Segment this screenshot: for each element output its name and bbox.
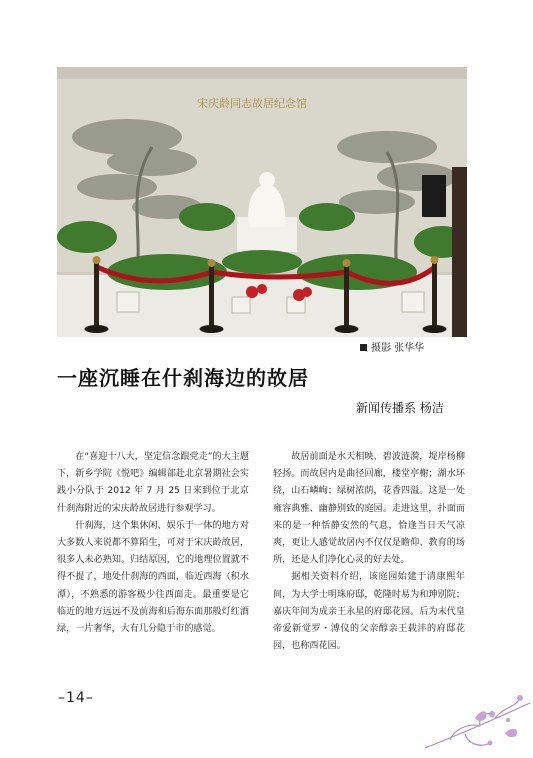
wall-inscription: 宋庆龄同志故居纪念馆 — [197, 97, 307, 110]
body-column-right — [273, 449, 465, 655]
paragraph: 据相关资料介绍，该庭园始建于清康熙年间，为大学士明珠府邸，乾隆时易为和珅别院；嘉庆年间为成亲王永星的府邸花园。后为末代皇帝爱新觉罗・溥仪的父亲醇亲王载沣的府邸花园，也称西花园。 — [273, 572, 465, 652]
photo-credit-text: 摄影 张华华 — [371, 343, 425, 354]
photo-credit — [360, 339, 424, 354]
memorial-hall-photo — [57, 67, 467, 337]
article-title: 一座沉睡在什刹海边的故居 — [57, 366, 309, 390]
paragraph: 在“喜迎十八大，坚定信念跟党走”的大主题下，新乡学院《悦吧》编辑部赴北京暑期社会实践小分队于 2012 年 7 月 25 日来到位于北京什刹海附近的宋庆龄故居进行参观学习。 — [57, 452, 249, 514]
paragraph: 什刹海，这个集休闲、娱乐于一体的地方对大多数人来说都不算陌生，可对于宋庆龄故居，很多人未必熟知。归结原因，它的地理位置就不得不提了，地处什刹海的西面，临近西海（积水潭），不熟悉的游客极少往西面走。最重要是它临近的地方远远不及前海和后海东面那般灯红酒绿，一片奢华，大有几分隐于市的感觉。 — [57, 520, 249, 635]
black-square-icon — [360, 344, 367, 351]
page-number: –14– — [58, 690, 94, 706]
paragraph: 故居前面是水天相映、碧波涟漪，堤岸杨柳轻扬。而故居内是曲径回廊，楼堂亭榭；湖水环绕，山石嶙峋；绿树浓荫，花香四溢。这是一处雍容典雅、幽静别致的庭园。走进这里，扑面而来的是一种恬静安然的气息，恰逢当日天气凉爽，更让人感觉故居内不仅仅是瞻仰、教育的场所，还是人们净化心灵的好去处。 — [273, 452, 465, 566]
article-author: 新闻传播系 杨洁 — [356, 401, 444, 415]
body-column-left — [57, 449, 249, 638]
floral-flourish-icon — [420, 688, 533, 754]
